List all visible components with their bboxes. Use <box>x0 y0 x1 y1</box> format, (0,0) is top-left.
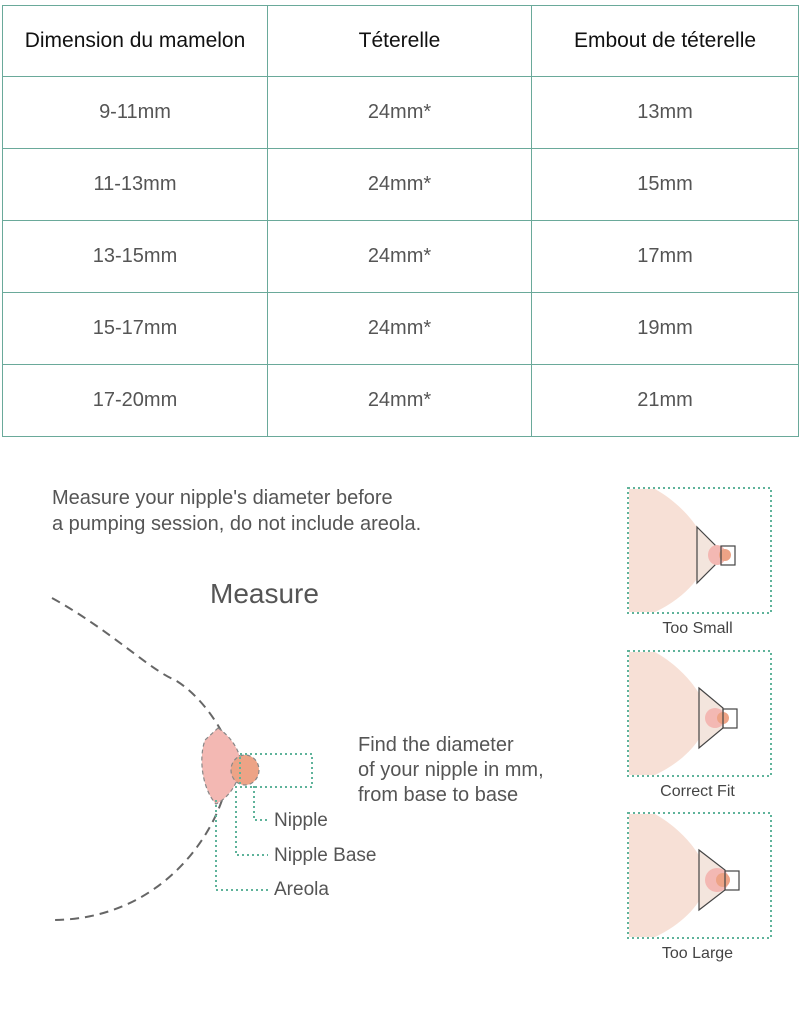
cell-flange: 24mm* <box>268 293 532 365</box>
caption-too-large: Too Large <box>661 945 734 962</box>
instruction-line-2: a pumping session, do not include areola. <box>52 513 422 535</box>
cell-insert: 21mm <box>532 365 799 437</box>
breast-outline-lower <box>52 800 222 920</box>
cell-nipple-size: 15-17mm <box>3 293 268 365</box>
breast-outline <box>52 598 228 745</box>
leader-areola <box>216 800 268 890</box>
caption-correct-fit: Correct Fit <box>660 783 735 800</box>
cell-insert: 15mm <box>532 149 799 221</box>
label-areola: Areola <box>274 879 329 900</box>
find-line-3: from base to base <box>358 784 519 806</box>
find-diameter-text <box>358 733 598 808</box>
label-nipple: Nipple <box>274 810 328 831</box>
cell-nipple-size: 9-11mm <box>3 77 268 149</box>
label-nipple-base: Nipple Base <box>274 845 377 866</box>
label-leaders <box>216 786 268 890</box>
caption-too-small: Too Small <box>662 620 733 637</box>
fit-too-large-illustration <box>627 812 772 939</box>
leader-nipple-base <box>236 786 268 855</box>
find-line-2: of your nipple in mm, <box>358 759 544 781</box>
cell-flange: 24mm* <box>268 77 532 149</box>
cell-flange: 24mm* <box>268 149 532 221</box>
fit-too-small-illustration <box>627 487 772 614</box>
leader-nipple <box>254 786 268 820</box>
cell-insert: 19mm <box>532 293 799 365</box>
instruction-line-1: Measure your nipple's diameter before <box>52 487 393 509</box>
header-nipple-size: Dimension du mamelon <box>3 6 268 77</box>
fit-correct-illustration <box>627 650 772 777</box>
cell-nipple-size: 13-15mm <box>3 221 268 293</box>
cell-nipple-size: 11-13mm <box>3 149 268 221</box>
measure-title: Measure <box>210 578 319 609</box>
cell-flange: 24mm* <box>268 365 532 437</box>
nipple-shape <box>231 755 259 785</box>
header-flange: Téterelle <box>268 6 532 77</box>
find-line-1: Find the diameter <box>358 734 514 756</box>
cell-nipple-size: 17-20mm <box>3 365 268 437</box>
cell-insert: 17mm <box>532 221 799 293</box>
header-flange-insert: Embout de téterelle <box>532 6 799 77</box>
cell-flange: 24mm* <box>268 221 532 293</box>
cell-insert: 13mm <box>532 77 799 149</box>
